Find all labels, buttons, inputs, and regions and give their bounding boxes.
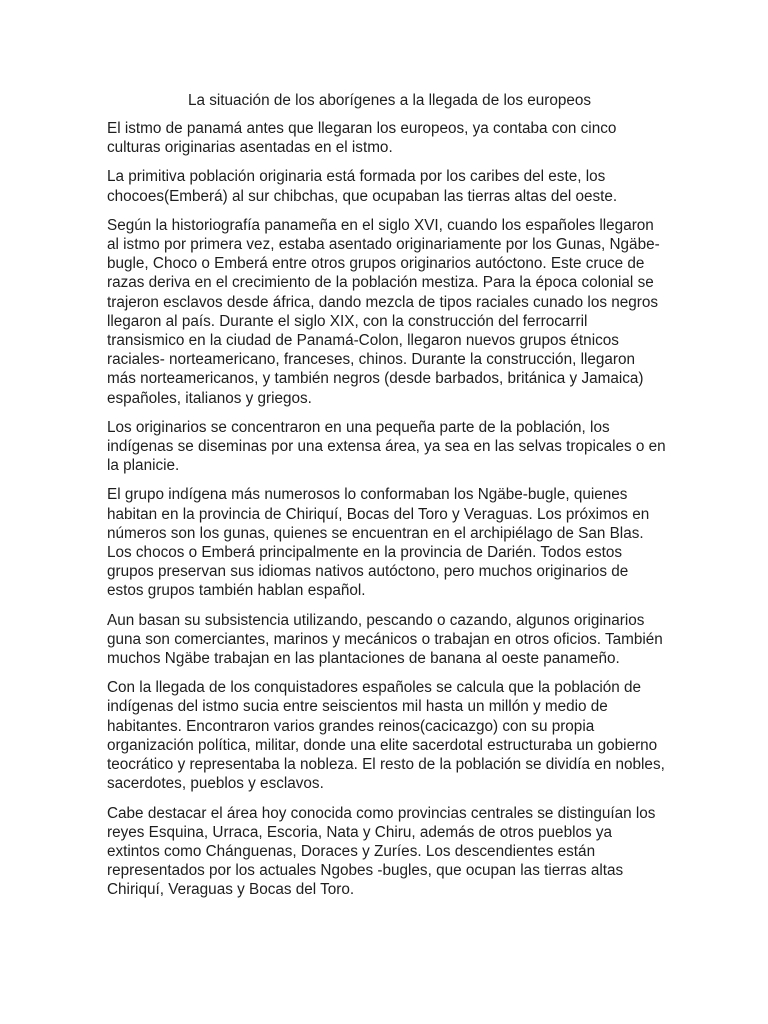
paragraph-2: La primitiva población originaria está formada por los caribes del este, los chocoes(Emberá) al sur chibchas, que ocupaban las tierras altas del oeste. (107, 168, 618, 205)
paragraph-1: El istmo de panamá antes que llegaran los europeos, ya contaba con cinco culturas originarias asentadas en el istmo. (107, 120, 617, 157)
paragraph-6: Aun basan su subsistencia utilizando, pescando o cazando, algunos originarios guna son comerciantes, marinos y mecánicos o trabajan en otros oficios. También muchos Ngäbe trabajan en las plantaciones de banana al oeste panameño. (107, 611, 663, 668)
paragraph-5: El grupo indígena más numerosos lo conformaban los Ngäbe-bugle, quienes habitan en la provincia de Chiriquí, Bocas del Toro y Veraguas. Los próximos en números son los gunas, quienes se encuentran en el archipiélago de San Blas. Los chocos o Emberá principalmente en la provincia de Darién. Todos estos grupos preservan sus idiomas nativos autóctono, pero muchos originarios de estos grupos también hablan español. (107, 486, 650, 600)
paragraph-3: Según la historiografía panameña en el siglo XVI, cuando los españoles llegaron al istmo por primera vez, estaba asentado originariamente por los Gunas, Ngäbe-bugle, Choco o Emberá entre otros grupos originarios autóctono. Este cruce de razas deriva en el crecimiento de la población mestiza. Para la época colonial se trajeron esclavos desde áfrica, dando mezcla de tipos raciales cunado los negros llegaron al país. Durante el siglo XIX, con la construcción del ferrocarril transismico en la ciudad de Panamá-Colon, llegaron nuevos grupos étnicos raciales- norteamericano, franceses, chinos. Durante la construcción, llegaron más norteamericanos, y también negros (desde barbados, británica y Jamaica) españoles, italianos y griegos. (107, 216, 660, 407)
document-body (107, 119, 668, 900)
paragraph-8: Cabe destacar el área hoy conocida como provincias centrales se distinguían los reyes Esquina, Urraca, Escoria, Nata y Chiru, además de otros pueblos ya extintos como Chánguenas, Doraces y Zuríes. Los descendientes están representados por los actuales Ngobes -bugles, que ocupan las tierras altas Chiriquí, Veraguas y Bocas del Toro. (107, 804, 656, 899)
paragraph-7: Con la llegada de los conquistadores españoles se calcula que la población de indígenas del istmo sucia entre seiscientos mil hasta un millón y medio de habitantes. Encontraron varios grandes reinos(cacicazgo) con su propia organización política, militar, donde una elite sacerdotal estructuraba un gobierno teocrático y representaba la nobleza. El resto de la población se dividía en nobles, sacerdotes, pueblos y esclavos. (107, 679, 665, 793)
document-title: La situación de los aborígenes a la llegada de los europeos (187, 92, 592, 109)
paragraph-4: Los originarios se concentraron en una pequeña parte de la población, los indígenas se diseminas por una extensa área, ya sea en las selvas tropicales o en la planicie. (107, 418, 666, 475)
